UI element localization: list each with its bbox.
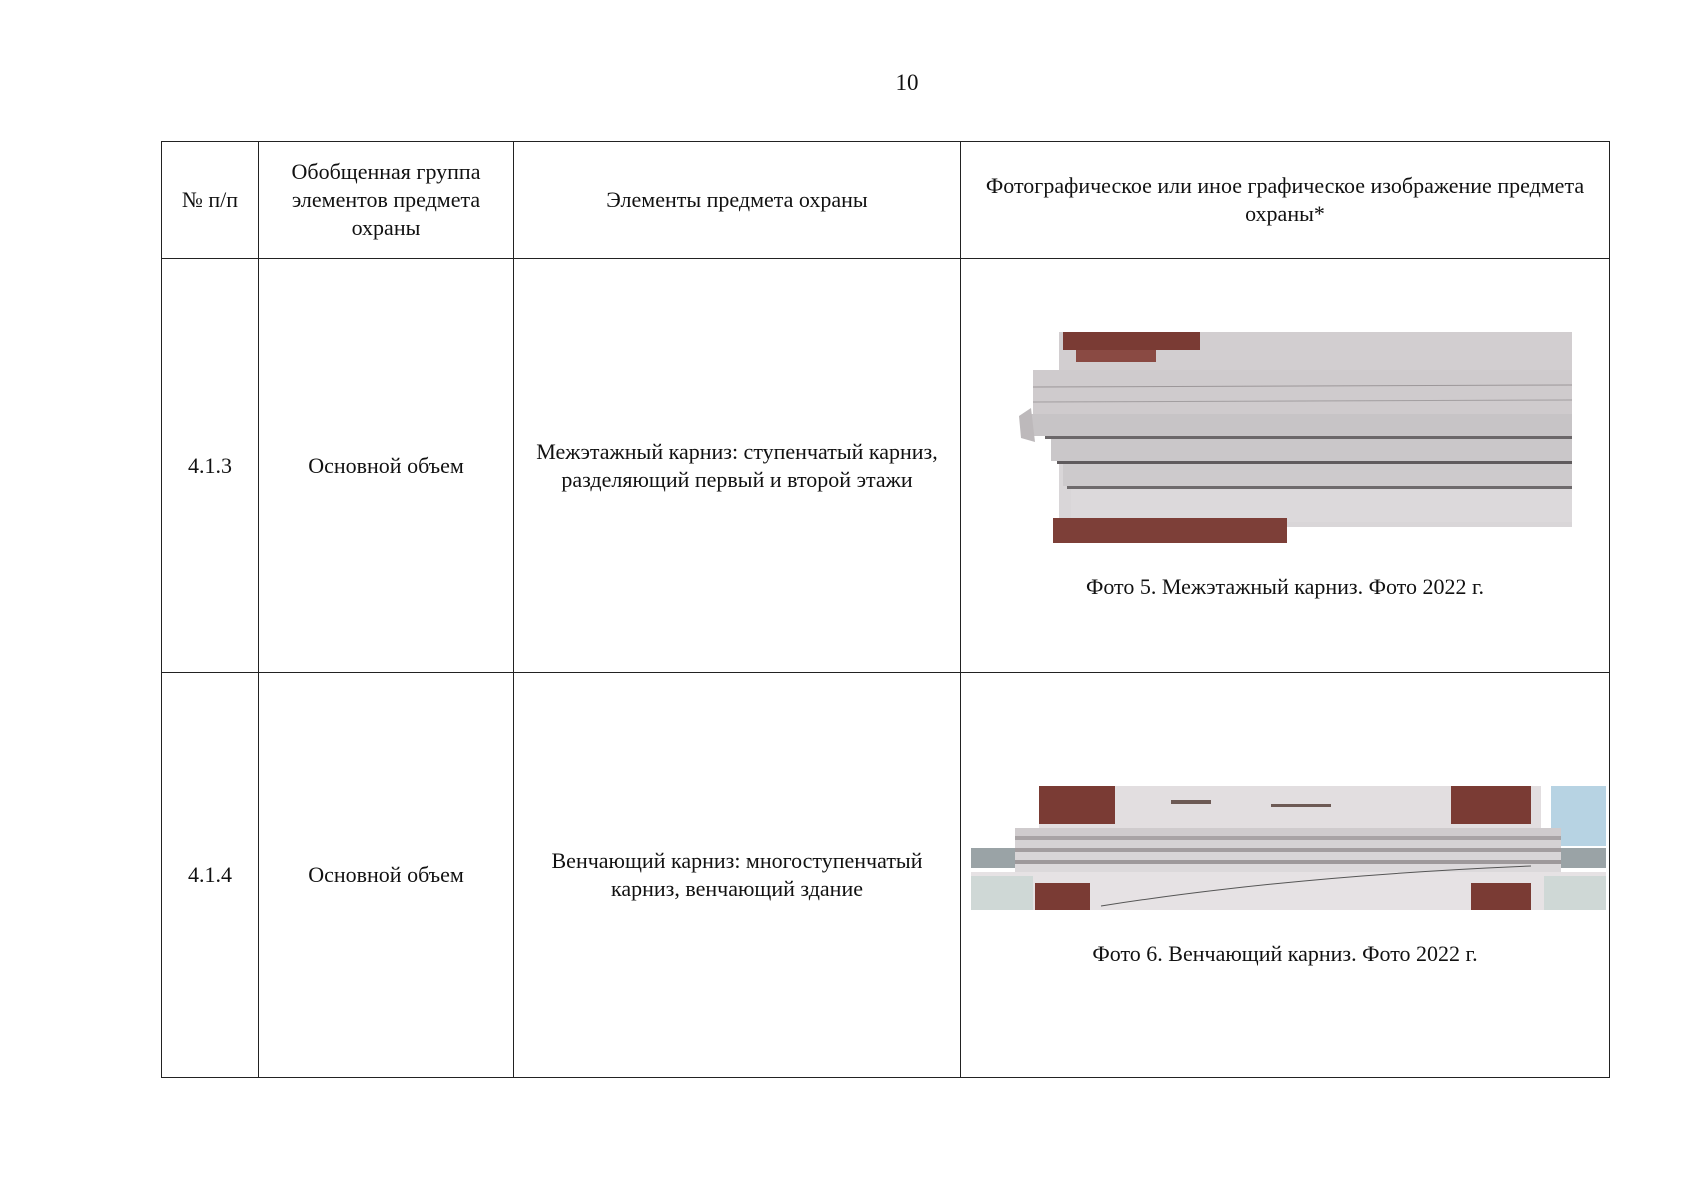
header-num: № п/п [162,142,259,259]
photo-caption: Фото 5. Межэтажный карниз. Фото 2022 г. [1085,574,1485,599]
row-num: 4.1.3 [162,259,259,673]
page-number: 10 [895,70,919,95]
header-group: Обобщенная группа элементов предмета охраны [259,142,514,259]
row-elements: Венчающий карниз: многоступенчатый карниз, венчающий здание [514,673,961,1078]
photo-crowning-cornice [971,786,1606,910]
table-header-row [162,142,1610,259]
row-photo-cell [961,259,1610,673]
row-elements: Межэтажный карниз: ступенчатый карниз, разделяющий первый и второй этажи [514,259,961,673]
header-image: Фотографическое или иное графическое изображение предмета охраны* [961,142,1610,259]
table-row [162,673,1610,1078]
row-photo-cell [961,673,1610,1078]
row-group: Основной объем [259,673,514,1078]
table-row [162,259,1610,673]
photo-interfloor-cornice [1001,332,1572,543]
row-group: Основной объем [259,259,514,673]
header-elements: Элементы предмета охраны [514,142,961,259]
row-num: 4.1.4 [162,673,259,1078]
photo-caption: Фото 6. Венчающий карниз. Фото 2022 г. [1092,941,1478,966]
protection-table [161,141,1610,1078]
